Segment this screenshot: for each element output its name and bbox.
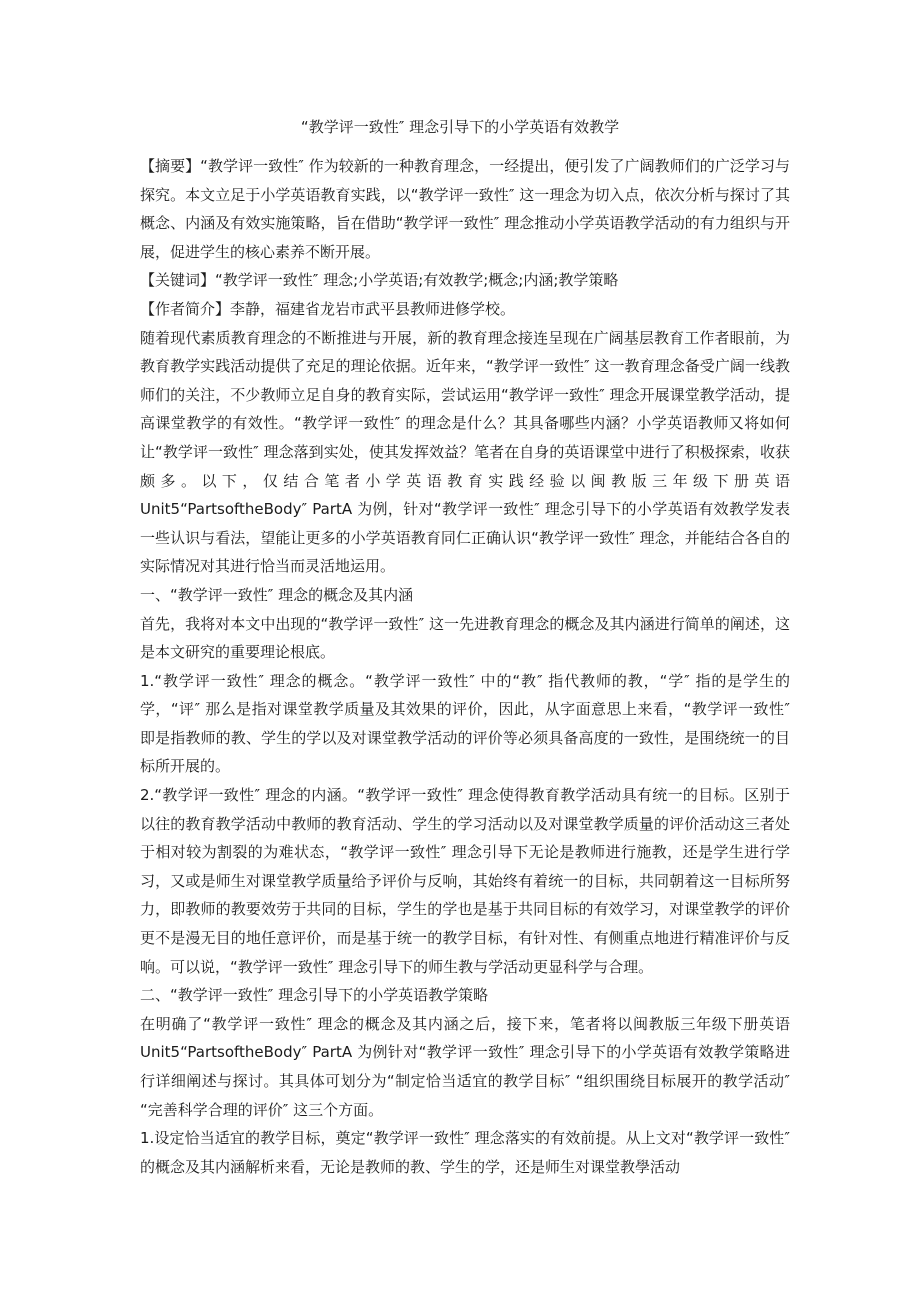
body-paragraph: 在明确了“教学评一致性″ 理念的概念及其内涵之后，接下来，笔者将以闽教版三年级下册英语 Unit5“PartsoftheBody″ PartA 为例针对“教学评一致性″ 理念引导下的小学英语有效教学策略进行详细阐述与探讨。其具体可划分为“制定恰当适宜的教学目标″ “组织围绕目标展开的教学活动″ “完善科学合理的评价″ 这三个方面。	[140, 1014, 790, 1119]
keywords-paragraph: 【关键词】“教学评一致性″ 理念;小学英语;有效教学;概念;内涵;教学策略	[140, 271, 619, 290]
body-paragraph: 2.“教学评一致性″ 理念的内涵。“教学评一致性″ 理念使得教育教学活动具有统一的目标。区别于以往的教育教学活动中教师的教育活动、学生的学习活动以及对课堂教学质量的评价活动这三者处于相对较为割裂的为难状态，“教学评一致性″ 理念引导下无论是教师进行施教，还是学生进行学习，又或是师生对课堂教学质量给予评价与反响，其始终有着统一的目标，共同朝着这一目标所努力，即教师的教要效劳于共同的目标，学生的学也是基于共同目标的有效学习，对课堂教学的评价更不是漫无目的地任意评价，而是基于统一的教学目标，有针对性、有侧重点地进行精准评价与反响。可以说，“教学评一致性″ 理念引导下的师生教与学活动更显科学与合理。	[140, 786, 790, 976]
section-heading-1: 一、“教学评一致性″ 理念的概念及其内涵	[140, 585, 414, 604]
abstract-paragraph: 【摘要】“教学评一致性″ 作为较新的一种教育理念，一经提出，便引发了广阔教师们的广泛学习与探究。本文立足于小学英语教育实践，以“教学评一致性″ 这一理念为切入点，依次分析与探讨了其概念、内涵及有效实施策略，旨在借助“教学评一致性″ 理念推动小学英语教学活动的有力组织与开展，促进学生的核心素养不断开展。	[140, 157, 790, 261]
document-body	[140, 152, 790, 1181]
intro-paragraph: 随着现代素质教育理念的不断推进与开展，新的教育理念接连呈现在广阔基层教育工作者眼前，为教育教学实践活动提供了充足的理论依据。近年来，“教学评一致性″ 这一教育理念备受广阔一线教师们的关注，不少教师立足自身的教育实际，尝试运用“教学评一致性″ 理念开展课堂教学活动，提高课堂教学的有效性。“教学评一致性″ 的理念是什么？其具备哪些内涵？小学英语教师又将如何让“教学评一致性″ 理念落到实处，使其发挥效益？笔者在自身的英语课堂中进行了积极探索，收获颇多。以下，仅结合笔者小学英语教育实践经验以闽教版三年级下册英语 Unit5“PartsoftheBody″ PartA 为例，针对“教学评一致性″ 理念引导下的小学英语有效教学发表一些认识与看法，望能让更多的小学英语教育同仁正确认识“教学评一致性″ 理念，并能结合各自的实际情况对其进行恰当而灵活地运用。	[140, 328, 790, 576]
body-paragraph: 首先，我将对本文中出现的“教学评一致性″ 这一先进教育理念的概念及其内涵进行简单的阐述，这是本文研究的重要理论根底。	[140, 614, 790, 662]
body-paragraph: 1.设定恰当适宜的教学目标，奠定“教学评一致性″ 理念落实的有效前提。从上文对“教学评一致性″ 的概念及其内涵解析来看，无论是教师的教、学生的学，还是师生对课堂教學活动	[140, 1129, 790, 1176]
author-paragraph: 【作者简介】李静，福建省龙岩市武平县教师进修学校。	[140, 299, 516, 318]
body-paragraph: 1.“教学评一致性″ 理念的概念。“教学评一致性″ 中的“教″ 指代教师的教，“学″ 指的是学生的学，“评″ 那么是指对课堂教学质量及其效果的评价，因此，从字面意思上来看，“教学评一致性″ 即是指教师的教、学生的学以及对课堂教学活动的评价等必须具备高度的一致性，是围绕统一的目标所开展的。	[140, 671, 790, 776]
page-title: “教学评一致性″ 理念引导下的小学英语有效教学	[300, 118, 620, 136]
section-heading-2: 二、“教学评一致性″ 理念引导下的小学英语教学策略	[140, 986, 489, 1005]
